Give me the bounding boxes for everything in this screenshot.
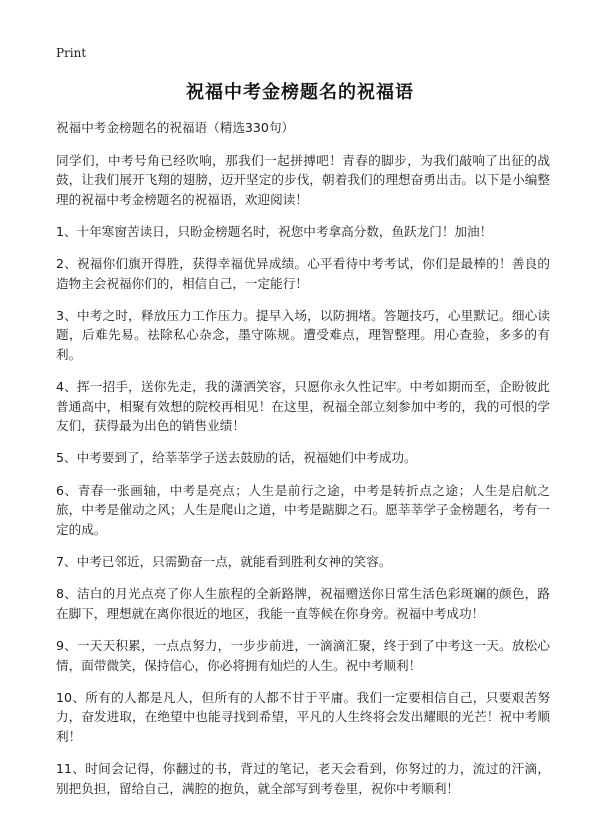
page-title: 祝福中考金榜题名的祝福语: [186, 82, 414, 103]
list-item: 7、中考已邻近，只需勤奋一点，就能看到胜利女神的笑容。: [56, 554, 392, 570]
intro-paragraph: 同学们，中考号角已经吹响，那我们一起拼搏吧！青春的脚步，为我们敲响了出征的战鼓，让我们展开飞翔的翅膀，迈开坚定的步伐，朝着我们的理想奋勇出击。以下是小编整理的祝福中考金榜题名的祝福语，欢迎阅读！: [56, 152, 550, 207]
list-item: 1、十年寒窗苦读日，只盼金榜题名时，祝您中考拿高分数，鱼跃龙门！加油！: [56, 223, 493, 239]
list-item: 10、所有的人都是凡人，但所有的人都不甘于平庸。我们一定要相信自己，只要艰苦努力，奋发进取，在绝望中也能寻找到希望，平凡的人生终将会发出耀眼的光芒！祝中考顺利！: [56, 689, 550, 744]
article-subtitle: 祝福中考金榜题名的祝福语（精选330句）: [56, 120, 295, 135]
list-item: 5、中考要到了，给莘莘学子送去鼓励的话，祝福她们中考成功。: [56, 450, 417, 466]
list-item: 9、一天天积累，一点点努力，一步步前进，一滴滴汇聚，终于到了中考这一天。放松心情，面带微笑，保持信心，你必将拥有灿烂的人生。祝中考顺利！: [56, 638, 550, 673]
list-item: 3、中考之时，释放压力工作压力。提早入场，以防拥堵。答题技巧，心里默记。细心读题，后难先易。祛除私心杂念，墨守陈规。遭受难点，理智整理。用心查验，多多的有利。: [56, 307, 550, 362]
list-item: 6、青春一张画轴，中考是亮点；人生是前行之途，中考是转折点之途；人生是启航之旅，中考是催动之风；人生是爬山之道，中考是踮脚之石。愿莘莘学子金榜题名，考有一定的成。: [56, 482, 550, 537]
list-item: 11、时间会记得，你翻过的书，背过的笔记，老天会看到，你努过的力，流过的汗滴，别把负担，留给自己，满腔的抱负，就全部写到考卷里，祝你中考顺利！: [56, 761, 550, 796]
list-item: 4、挥一招手，送你先走，我的潇洒笑容，只愿你永久性记牢。中考如期而至，企盼彼此普通高中，相聚有效想的院校再相见！在这里，祝福全部立刻参加中考的，我的可恨的学友们，获得最为出色的销售业绩！: [56, 379, 550, 434]
article-body: [56, 118, 550, 811]
list-item: 8、洁白的月光点亮了你人生旅程的全新路牌，祝福赠送你日常生活色彩斑斓的颜色，路在脚下，理想就在离你很近的地区，我能一直等候在你身旁。祝福中考成功！: [56, 586, 550, 621]
list-item: 2、祝福你们旗开得胜，获得幸福优异成绩。心平看待中考考试，你们是最棒的！善良的造物主会祝福你们的，相信自己，一定能行！: [56, 256, 550, 291]
print-link[interactable]: Print: [56, 46, 87, 60]
